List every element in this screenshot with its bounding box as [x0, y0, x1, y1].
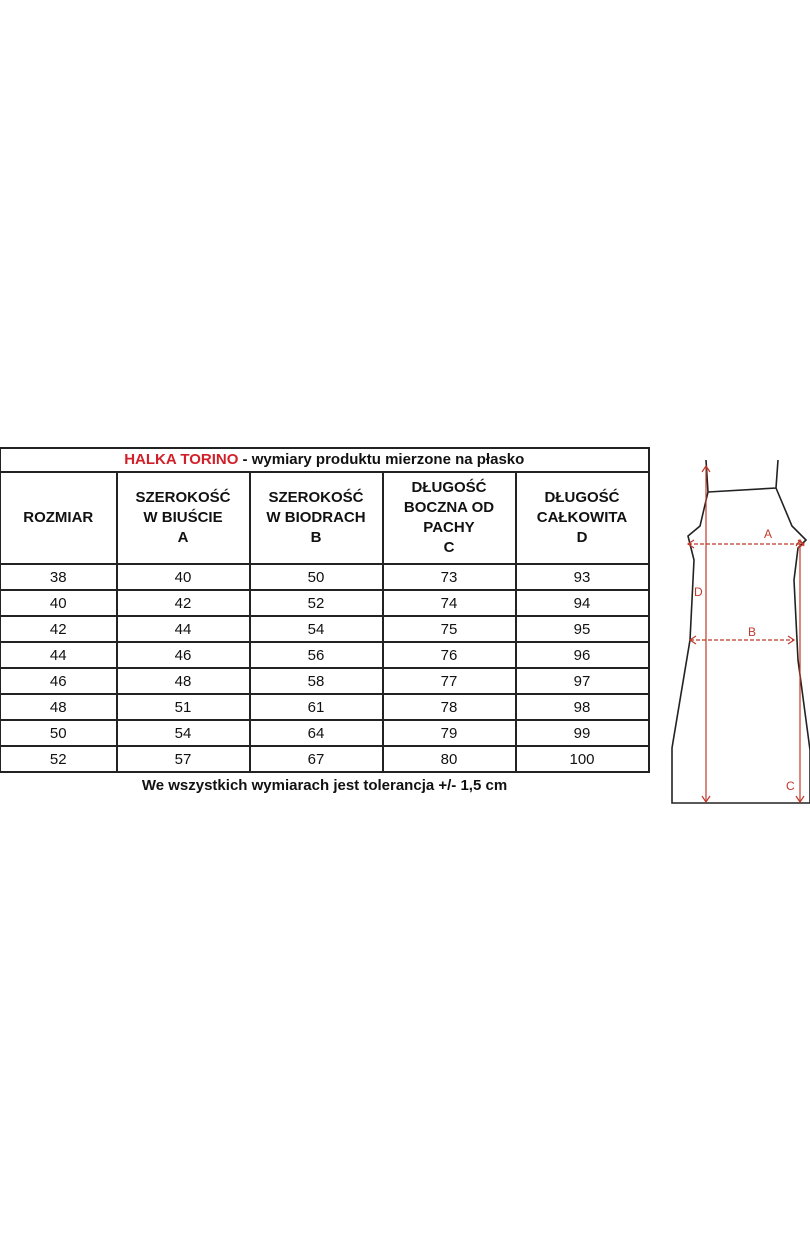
table-cell: 75	[383, 616, 516, 642]
table-row	[1, 564, 649, 590]
header-line: BOCZNA OD	[403, 499, 495, 516]
label-d: D	[694, 585, 703, 599]
header-line: D	[576, 529, 588, 546]
table-row	[1, 720, 649, 746]
table-cell: 93	[516, 564, 649, 590]
table-cell: 95	[516, 616, 649, 642]
header-line: W BIODRACH	[266, 509, 366, 526]
label-c: C	[786, 779, 795, 793]
table-cell: 58	[250, 668, 383, 694]
table-cell: 40	[1, 590, 117, 616]
table-cell: 54	[250, 616, 383, 642]
table-cell: 78	[383, 694, 516, 720]
title-row	[1, 448, 649, 472]
header-hip-width	[250, 472, 383, 564]
table-cell: 99	[516, 720, 649, 746]
table-cell: 80	[383, 746, 516, 772]
table-cell: 64	[250, 720, 383, 746]
header-line: SZEROKOŚĆ	[268, 489, 364, 506]
header-total-length	[516, 472, 649, 564]
label-b: B	[748, 625, 757, 639]
header-line: DŁUGOŚĆ	[544, 489, 620, 506]
table-cell: 94	[516, 590, 649, 616]
table-title-rest: - wymiary produktu mierzone na płasko	[238, 451, 525, 468]
table-cell: 61	[250, 694, 383, 720]
size-table	[0, 447, 650, 797]
table-body	[1, 564, 649, 772]
header-line: PACHY	[423, 519, 475, 536]
label-a: A	[764, 527, 773, 541]
table-row	[1, 694, 649, 720]
table-title	[1, 448, 649, 472]
table-cell: 52	[250, 590, 383, 616]
dress-outline	[672, 460, 810, 803]
slip-dress-diagram	[666, 460, 810, 810]
table-cell: 79	[383, 720, 516, 746]
table-cell: 50	[1, 720, 117, 746]
header-line: A	[177, 529, 189, 546]
table-cell: 48	[1, 694, 117, 720]
table-row	[1, 616, 649, 642]
header-line: W BIUŚCIE	[143, 509, 223, 526]
table-cell: 57	[117, 746, 250, 772]
table-cell: 74	[383, 590, 516, 616]
header-line: CAŁKOWITA	[536, 509, 628, 526]
header-line: B	[310, 529, 322, 546]
table-row	[1, 642, 649, 668]
header-line: SZEROKOŚĆ	[135, 489, 231, 506]
header-line: DŁUGOŚĆ	[411, 479, 487, 496]
measurement-lines	[688, 466, 804, 802]
table-row	[1, 668, 649, 694]
table-cell: 54	[117, 720, 250, 746]
table-cell: 40	[117, 564, 250, 590]
table-cell: 97	[516, 668, 649, 694]
table-cell: 44	[1, 642, 117, 668]
table-row	[1, 746, 649, 772]
table-cell: 56	[250, 642, 383, 668]
header-bust-width	[117, 472, 250, 564]
table-cell: 48	[117, 668, 250, 694]
table-cell: 44	[117, 616, 250, 642]
header-row	[1, 472, 649, 564]
header-size-label: ROZMIAR	[23, 509, 94, 526]
table-cell: 67	[250, 746, 383, 772]
table-cell: 96	[516, 642, 649, 668]
product-name: HALKA TORINO	[124, 451, 239, 468]
table-cell: 100	[516, 746, 649, 772]
table-cell: 38	[1, 564, 117, 590]
table-cell: 73	[383, 564, 516, 590]
table-cell: 50	[250, 564, 383, 590]
footer-row	[1, 772, 649, 797]
table-cell: 52	[1, 746, 117, 772]
header-line: C	[443, 539, 455, 556]
table-cell: 42	[117, 590, 250, 616]
table-row	[1, 590, 649, 616]
table-cell: 51	[117, 694, 250, 720]
table-cell: 98	[516, 694, 649, 720]
table-cell: 46	[1, 668, 117, 694]
table-cell: 77	[383, 668, 516, 694]
table-cell: 76	[383, 642, 516, 668]
table-cell: 46	[117, 642, 250, 668]
header-side-length	[383, 472, 516, 564]
table-cell: 42	[1, 616, 117, 642]
tolerance-note: We wszystkich wymiarach jest tolerancja +/- 1,5 cm	[1, 772, 649, 797]
header-size	[1, 472, 117, 564]
